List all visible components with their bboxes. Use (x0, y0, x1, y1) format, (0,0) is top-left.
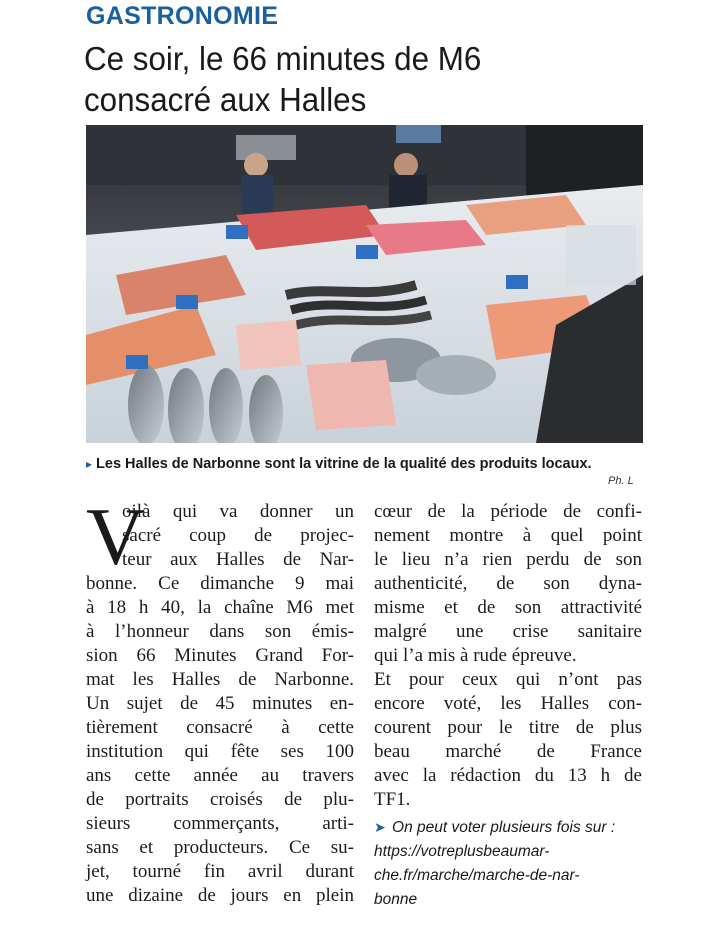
body-line: Et pour ceux qui n’ont pas (374, 669, 642, 690)
body-line: de portraits croisés de plu- (86, 789, 354, 810)
body-line: avec la rédaction du 13 h de (374, 765, 642, 786)
headline-line-2: consacré aux Halles (84, 81, 367, 118)
body-line: tièrement consacré à cette (86, 717, 354, 738)
vote-link-line[interactable] (374, 840, 644, 864)
photo-credit: Ph. L (608, 475, 634, 487)
body-line: à l’honneur dans son émis- (86, 621, 354, 642)
body-line: cœur de la période de confi- (374, 501, 642, 522)
section-rubric: GASTRONOMIE (86, 2, 279, 30)
body-line: sieurs commerçants, arti- (86, 813, 354, 834)
vote-link-line[interactable] (374, 864, 644, 888)
body-line: le lieu n’a rien perdu de son (374, 549, 642, 570)
body-line: teur aux Halles de Nar- (122, 549, 354, 570)
vote-link[interactable]: https://votreplusbeaumar- (374, 843, 550, 860)
fish-market-photo (86, 125, 643, 443)
note-line (374, 815, 644, 840)
caption-text: Les Halles de Narbonne sont la vitrine de la qualité des produits locaux. (96, 456, 592, 472)
vote-link[interactable]: bonne (374, 891, 418, 908)
body-line: bonne. Ce dimanche 9 mai (86, 573, 354, 594)
photo-caption (86, 455, 646, 473)
headline (84, 38, 616, 120)
note-text: On peut voter plusieurs fois sur : (392, 819, 616, 836)
vote-note (374, 815, 644, 912)
body-line: à 18 h 40, la chaîne M6 met (86, 597, 354, 618)
body-line: sacré coup de projec- (122, 525, 354, 546)
body-line: ans cette année au travers (86, 765, 354, 786)
article-body-right-column (374, 500, 642, 812)
drop-cap: V (86, 491, 146, 582)
body-line: beau marché de France (374, 741, 642, 762)
body-line: misme et de son attractivité (374, 597, 642, 618)
body-line: institution qui fête ses 100 (86, 741, 354, 762)
vote-link[interactable]: che.fr/marche/marche-de-nar- (374, 867, 580, 884)
body-line: qui l’a mis à rude épreuve. (374, 645, 577, 666)
vote-link-line[interactable] (374, 888, 644, 912)
body-line: courent pour le titre de plus (374, 717, 642, 738)
body-line: une dizaine de jours en plein (86, 885, 354, 906)
body-line: authenticité, de son dyna- (374, 573, 642, 594)
body-line: TF1. (374, 789, 411, 810)
body-line: jet, tourné fin avril durant (86, 861, 354, 882)
body-line: mat les Halles de Narbonne. (86, 669, 354, 690)
caption-bullet-icon: ▸ (86, 457, 93, 471)
body-line: Un sujet de 45 minutes en- (86, 693, 354, 714)
body-line: nement montre à quel point (374, 525, 642, 546)
body-line: malgré une crise sanitaire (374, 621, 642, 642)
body-line: encore voté, les Halles con- (374, 693, 642, 714)
article-body-left-column (86, 491, 354, 908)
body-line: sion 66 Minutes Grand For- (86, 645, 354, 666)
headline-line-1: Ce soir, le 66 minutes de M6 (84, 40, 482, 77)
body-line: oilà qui va donner un (122, 501, 354, 522)
arrow-right-icon: ➤ (374, 819, 386, 835)
body-line: sans et producteurs. Ce su- (86, 837, 354, 858)
